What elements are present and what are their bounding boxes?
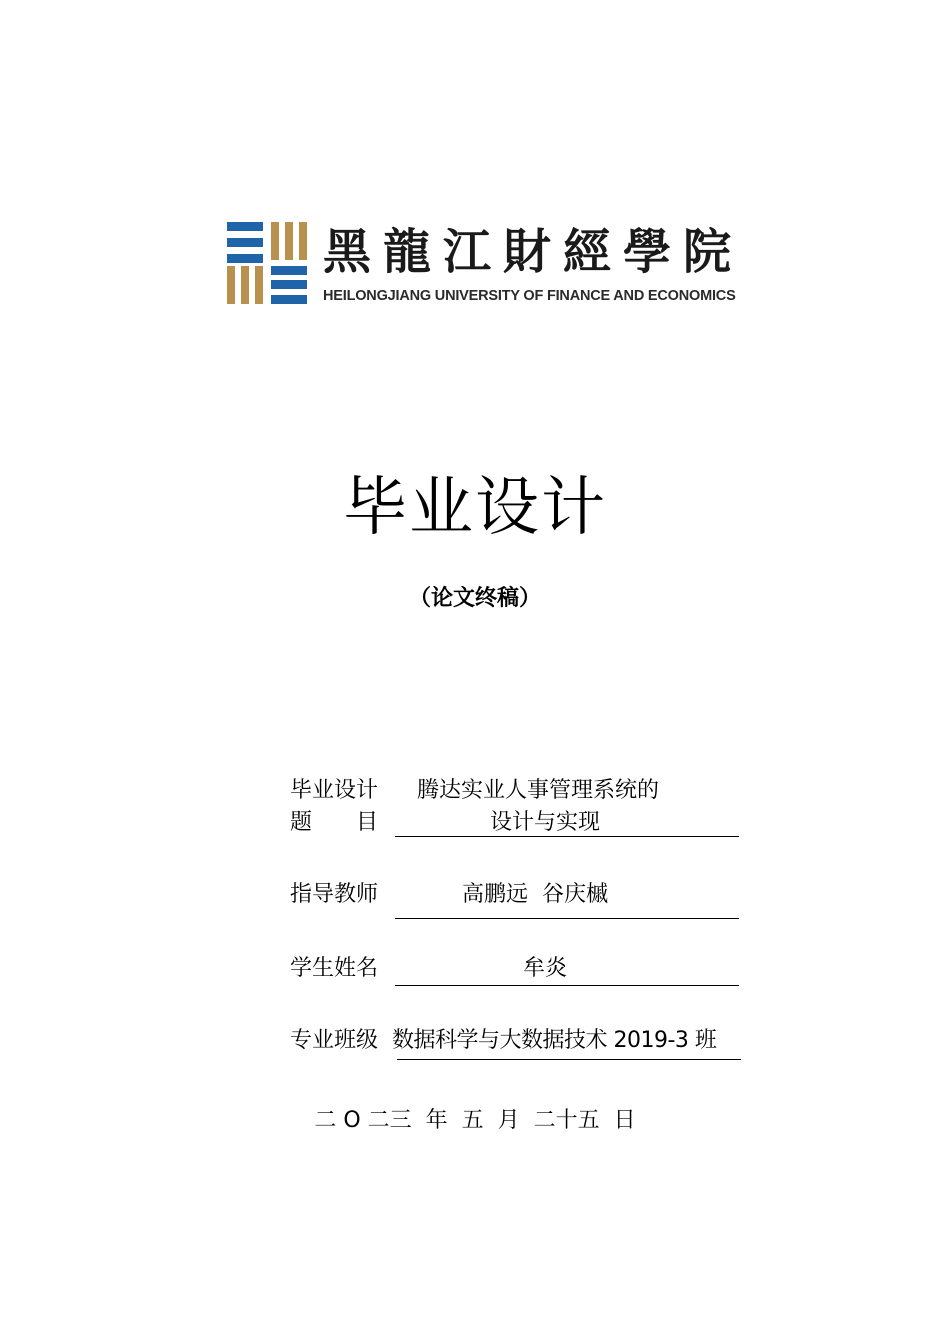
student-field — [0, 954, 950, 990]
topic-label-line2: 题 目 — [290, 810, 379, 835]
topic-underline — [395, 836, 739, 837]
topic-field — [0, 776, 950, 840]
class-value: 数据科学与大数据技术 2019-3 班 — [392, 1028, 717, 1053]
class-underline — [397, 1059, 741, 1060]
advisor-value: 高鹏远 谷庆槭 — [462, 882, 608, 907]
university-name-cn: 黑龍江財經學院 — [323, 224, 744, 280]
class-label: 专业班级 — [290, 1028, 379, 1053]
trigram-mark-icon — [227, 222, 307, 304]
advisor-label: 指导教师 — [290, 882, 379, 907]
university-name-en: HEILONGJIANG UNIVERSITY OF FINANCE AND ECONOMICS — [323, 288, 736, 304]
topic-label-line1: 毕业设计 — [290, 778, 379, 803]
advisor-underline — [395, 918, 739, 919]
university-logo — [227, 222, 777, 308]
topic-value-line1: 腾达实业人事管理系统的 — [417, 778, 660, 803]
student-label: 学生姓名 — [290, 956, 379, 981]
class-field — [0, 1026, 950, 1062]
advisor-field — [0, 880, 950, 920]
student-value: 牟炎 — [522, 956, 567, 981]
document-title: 毕业设计 — [343, 471, 607, 545]
student-underline — [395, 985, 739, 986]
topic-value-line2: 设计与实现 — [489, 810, 600, 835]
submission-date: 二 O 二三 年 五 月 二十五 日 — [314, 1108, 636, 1133]
document-subtitle: （论文终稿） — [408, 586, 541, 611]
